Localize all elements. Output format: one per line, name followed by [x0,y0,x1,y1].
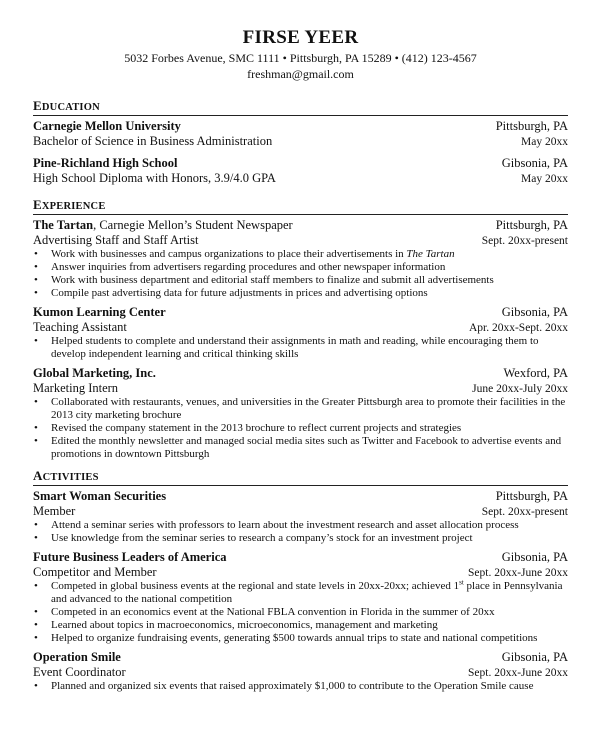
bullet-item: • Use knowledge from the seminar series to research a company’s stock for an investment project [33,532,568,545]
bullet-item: • Collaborated with restaurants, venues, and universities in the Greater Pittsburgh area to promote their facilities in the 2013 city marketing brochure [33,396,568,422]
section-title-experience: EXPERIENCE [33,198,568,215]
experience-section [33,198,568,461]
organization-name: Operation Smile [33,650,121,664]
bullet-item: • Helped students to complete and understand their assignments in math and reading, while encouraging them to develop independent learning and critical thinking skills [33,335,568,361]
job-title: Marketing Intern [33,381,119,395]
bullet-list [33,580,568,645]
experience-entry [33,217,568,300]
location: Pittsburgh, PA [495,119,568,133]
organization-name: Smart Woman Securities [33,489,167,503]
bullet-item: • Learned about topics in macroeconomics, microeconomics, management and marketing [33,619,568,632]
location: Pittsburgh, PA [495,218,568,232]
bullet-list [33,248,568,300]
bullet-item: • Attend a seminar series with professors to learn about the investment research and asset allocation process [33,519,568,532]
city: Pittsburgh, PA 15289 [289,51,392,65]
employer-name: Kumon Learning Center [33,305,166,319]
bullet-list [33,680,568,693]
location: Gibsonia, PA [501,650,568,664]
education-section [33,99,568,186]
job-title: Advertising Staff and Staff Artist [33,233,199,247]
role: Competitor and Member [33,565,157,579]
degree: High School Diploma with Honors, 3.9/4.0 GPA [33,171,276,185]
bullet-item: • Work with business department and editorial staff members to finalize and submit all advertisements [33,274,568,287]
bullet-list [33,396,568,461]
bullet-list [33,335,568,361]
experience-entry [33,365,568,461]
candidate-name: FIRSE YEER [242,27,359,48]
date: Sept. 20xx-June 20xx [468,667,568,679]
email[interactable]: freshman@gmail.com [247,67,354,81]
date: Apr. 20xx-Sept. 20xx [468,322,568,334]
bullet-item: • Competed in global business events at the regional and state levels in 20xx-20xx; achieved 1st place in Pennsylvania and advanced to the national competition [33,580,568,606]
date: June 20xx-July 20xx [472,383,568,395]
date: May 20xx [521,136,568,148]
school-name: Carnegie Mellon University [33,119,181,133]
organization-name: Future Business Leaders of America [33,550,227,564]
bullet-item: • Edited the monthly newsletter and managed social media sites such as Twitter and Facebook to advertise events and promotions in downtown Pittsburgh [33,435,568,461]
location: Wexford, PA [503,366,568,380]
date: Sept. 20xx-present [481,506,568,518]
bullet-item: • Revised the company statement in the 2013 brochure to reflect current projects and strategies [33,422,568,435]
activity-entry [33,649,568,693]
location: Gibsonia, PA [501,305,568,319]
separator-bullet: • [394,51,399,65]
location: Gibsonia, PA [501,550,568,564]
role: Event Coordinator [33,665,126,679]
bullet-item: • Work with businesses and campus organizations to place their advertisements in The Tartan [33,248,568,261]
separator-bullet: • [282,51,287,65]
activities-section [33,469,568,693]
bullet-list [33,519,568,545]
date: May 20xx [521,173,568,185]
location: Gibsonia, PA [501,156,568,170]
experience-entry [33,304,568,361]
activity-entry [33,549,568,645]
contact-line [33,50,568,66]
date: Sept. 20xx-present [481,235,568,247]
resume-header [33,0,568,82]
bullet-item: • Answer inquiries from advertisers regarding procedures and other newspaper information [33,261,568,274]
bullet-item: • Competed in an economics event at the National FBLA convention in Florida in the summer of 20xx [33,606,568,619]
role: Member [33,504,76,518]
section-title-education: EDUCATION [33,99,568,116]
degree: Bachelor of Science in Business Administration [33,134,273,148]
section-title-activities: ACTIVITIES [33,469,568,486]
address: 5032 Forbes Avenue, SMC 1111 [124,51,280,65]
bullet-item: • Planned and organized six events that raised approximately $1,000 to contribute to the Operation Smile cause [33,680,568,693]
education-entry [33,118,568,149]
school-name: Pine-Richland High School [33,156,178,170]
bullet-item: • Compile past advertising data for future adjustments in prices and advertising options [33,287,568,300]
bullet-item: • Helped to organize fundraising events, generating $500 towards annual trips to state and national competitions [33,632,568,645]
education-entry [33,155,568,186]
job-title: Teaching Assistant [33,320,127,334]
location: Pittsburgh, PA [495,489,568,503]
phone: (412) 123-4567 [401,51,477,65]
date: Sept. 20xx-June 20xx [468,567,568,579]
employer-name: Global Marketing, Inc. [33,366,156,380]
employer-name: The Tartan, Carnegie Mellon’s Student Newspaper [33,218,293,232]
activity-entry [33,488,568,545]
